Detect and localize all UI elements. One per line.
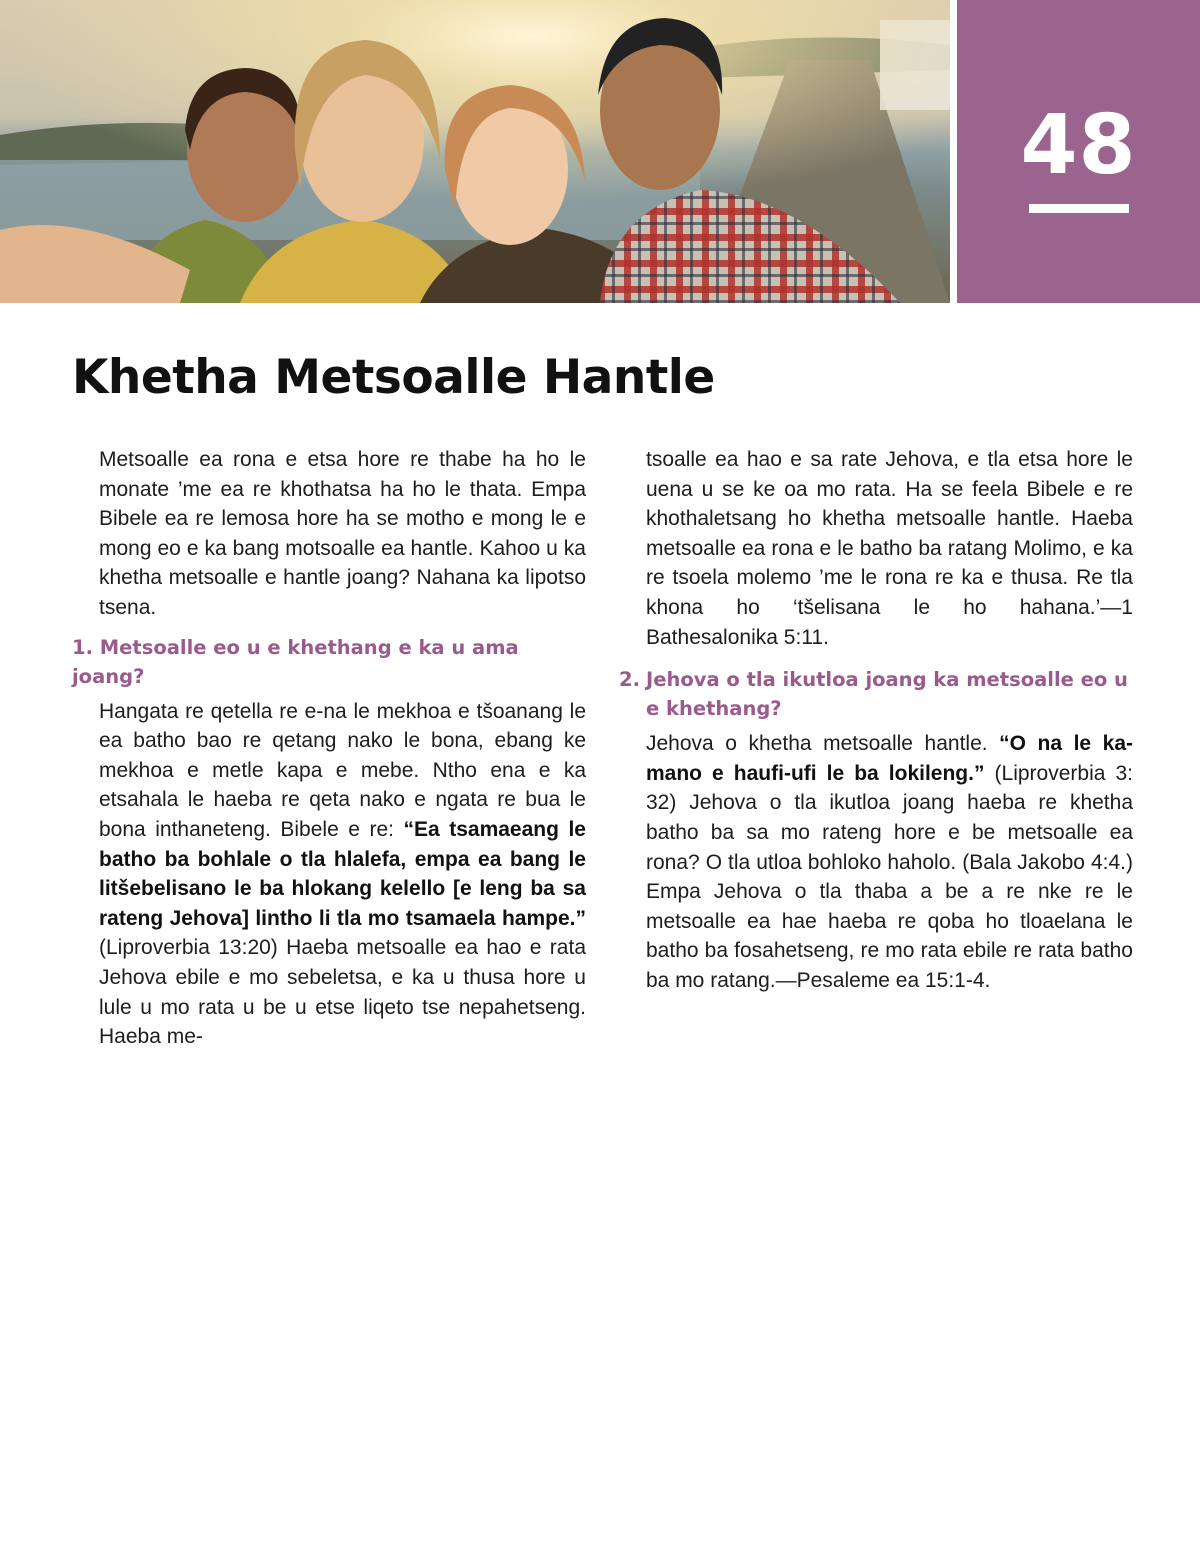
left-column — [72, 445, 586, 1052]
lesson-number-block — [957, 0, 1200, 303]
lesson-number: 48 — [1020, 98, 1137, 193]
right-column — [619, 445, 1134, 996]
question-1-number: 1. — [72, 635, 93, 659]
question-1-text: Metsoalle eo u e khethang e ka u ama joang? — [72, 635, 519, 688]
section-2-paragraph — [646, 729, 1133, 995]
section-1-paragraph — [99, 697, 586, 1052]
section-1-continuation: tsoalle ea hao e sa rate Jehova, e tla etsa hore le uena u se ke oa mo rata. Ha se feela Bibele e re khothaletsang ho khetha metsoalle hantle. Haeba metsoalle ea rona e le batho ba ratang Molimo, e ka re tsoela molemo ’me le rona re ka e thusa. Re tla khona ho ‘tšelisana le ho hahana.’—1 Bathesalonika 5:11. — [646, 448, 1133, 649]
question-2-text: Jehova o tla ikutloa joang ka metsoalle eo u e khethang? — [646, 668, 1128, 721]
header-photo — [0, 0, 950, 303]
question-2 — [619, 665, 1133, 723]
section-1-scripture-quote: “Ea tsamaeang le batho ba bohlale o tla hlalefa, empa ea bang le litšebelisano le ba hlokang kelello [e leng ba sa rateng Jehova] lintho li tla mo tsamaela hampe.” — [99, 817, 586, 930]
section-2-text-before: Jehova o khetha metsoalle hantle. — [646, 732, 1000, 756]
question-2-number: 2. — [619, 668, 640, 692]
question-1 — [72, 633, 586, 691]
intro-paragraph: Metsoalle ea rona e etsa hore re thabe ha ho le monate ’me ea re khothatsa ha ho le thata. Empa Bibele ea re lemosa hore ha se motho e mong le e mong eo e ka bang motsoalle ea hantle. Kahoo u ka khetha metsoalle e hantle joang? Nahana ka lipotso tsena. — [99, 448, 586, 619]
section-2-text-after: (Liproverbia 3: 32) Jehova o tla ikutloa joang haeba re khetha batho ba sa mo rateng hore e be metsoalle ea rona? O tla utloa bohloko haholo. (Bala Jakobo 4:4.) Empa Jehova o tla thaba a be a re nke re le metsoalle ea hae haeba re qoba ho tloaelana le batho ba fosahetseng, re mo rata ebile re rata batho ba mo ratang.—Pesaleme ea 15:1-4. — [646, 761, 1133, 992]
page-title: Khetha Metsoalle Hantle — [72, 350, 715, 405]
section-2-scripture-quote: “O na le kamano e haufi-ufi le ba lokileng.” — [646, 732, 1134, 785]
section-1-text-before: Hangata re qetella re e-na le mekhoa e tšoanang le ea batho bao re qetang nako le bona, ebang ke mekhoa e metle kapa e mebe. Ntho ena e ka etsahala le haeba re qeta nako e ngata re bua le bona inthaneteng. Bibele e re: — [99, 699, 586, 841]
section-1-text-after: (Liproverbia 13:20) Haeba metsoalle ea hao e rata Jehova ebile e mo sebeletsa, e ka u thusa hore u lule u mo rata u be u etse liqeto tse nepahetseng. Haeba me- — [99, 936, 586, 1049]
lesson-number-underline — [1029, 204, 1129, 213]
group-selfie-photo-icon — [0, 0, 950, 303]
